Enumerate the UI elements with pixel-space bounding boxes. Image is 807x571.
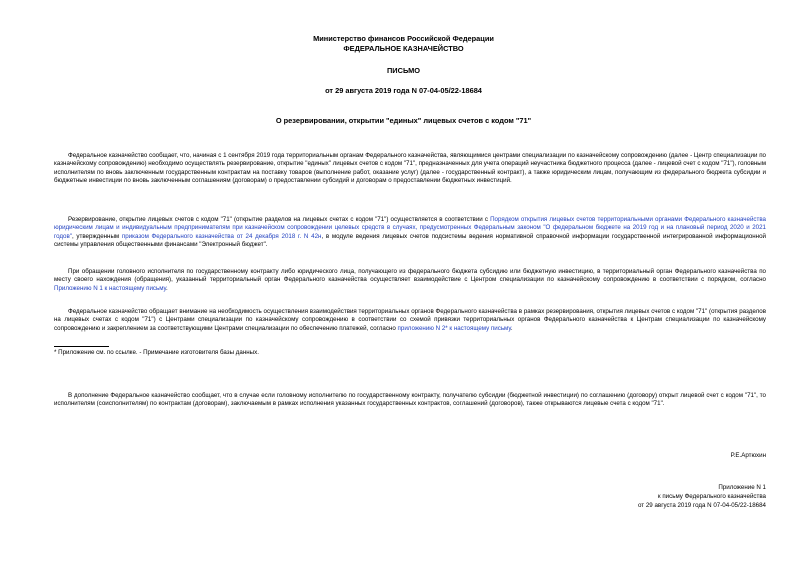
paragraph-5: В дополнение Федеральное казначейство сообщает, что в случае если головному исполнителю по государственному контракту, получателю субсидии (бюджетной инвестиции) по соглашению (договору) открыт лицевой счет с кодом "71", то исполнителям (соисполнителям) по контрактам (договорам), заключаемым в рамках исполнения указанных государственных контрактов, соглашений (договоров), также открываются лицевые счета с кодом "71". [54, 392, 766, 408]
paragraph-4-text-b: . [510, 324, 513, 332]
paragraph-4-text-a: Федеральное казначейство обращает внимание на необходимость осуществления взаимодействия территориальных органов Федерального казначейства в рамках резервирования, открытия лицевых счетов с кодом "71" (открытия разделов на лицевых счетах с кодом "71") с Центрами специализации по казначейскому сопровождению в соответствии со схемой привязки территориальных органов Федерального казначейства к Центрам специализации по казначейскому сопровождению и закреплением за соответствующими Центрами специализации по обеспечению платежей, согласно [54, 308, 766, 332]
appendix-2-link[interactable]: приложению N 2* к настоящему письму [397, 324, 511, 332]
paragraph-4 [54, 308, 766, 333]
paragraph-2-text-c: , в модуле ведения лицевых счетов подсистемы ведения нормативной справочной информации государственной интегрированной информационной системы управления общественными финансами "Электронный бюджет". [54, 232, 766, 248]
paragraph-2-text-a: Резервирование, открытие лицевых счетов с кодом "71" (открытие разделов на лицевых счетах с кодом "71") осуществляется в соответствии с [68, 216, 491, 223]
appendix-line-1: Приложение N 1 [718, 484, 766, 491]
paragraph-3-text-b: . [166, 284, 168, 292]
signature: Р.Е.Артюхин [730, 452, 766, 459]
footnote-divider [54, 346, 109, 347]
appendix-line-2: к письму Федерального казначейства [657, 493, 766, 500]
doc-subject: О резервировании, открытии "единых" лицевых счетов с кодом "71" [275, 116, 532, 125]
order-link[interactable]: приказом Федерального казначейства от 24 декабря 2018 г. N 42н [121, 232, 322, 240]
doc-date-number: от 29 августа 2019 года N 07-04-05/22-18684 [325, 86, 482, 95]
procedure-link[interactable]: Порядком открытия лицевых счетов территориальными органами Федерального казначейства юридическим лицам и индивидуальным предпринимателям при казначейском сопровождении целевых средств в случаях, предусмотренных Федеральным законом "О федеральном бюджете на 2019 год и на плановый период 2020 и 2021 годов" [54, 216, 767, 240]
paragraph-2 [54, 216, 766, 249]
paragraph-2-text-b: , утвержденным [71, 232, 122, 240]
footnote: * Приложение см. по ссылке. - Примечание изготовителя базы данных. [54, 349, 259, 356]
ministry-title: Министерство финансов Российской Федерации [313, 34, 494, 43]
agency-title: ФЕДЕРАЛЬНОЕ КАЗНАЧЕЙСТВО [343, 44, 464, 53]
paragraph-3 [54, 268, 766, 293]
paragraph-1: Федеральное казначейство сообщает, что, начиная с 1 сентября 2019 года территориальным органам Федерального казначейства, являющимися центрами специализации по казначейскому сопровождению (далее - Центр специализации по казначейскому сопровождению) необходимо осуществлять резервирование, открытие "единых" лицевых счетов с кодом "71", предназначенных для учета операций неучастника бюджетного процесса (далее - лицевой счет с кодом "71"), головным исполнителям по вновь заключенным государственным контрактам на поставку товаров (выполнение работ, оказание услуг) (далее - государственный контракт), а также юридическим лицам, получающим из федерального бюджета субсидии и бюджетные инвестиции по вновь заключенным соглашениям (договорам) о предоставлении субсидий и договорам о предоставлении бюджетных инвестиций. [54, 152, 766, 184]
paragraph-3-text-a: При обращении головного исполнителя по государственному контракту либо юридического лица, получающего из федерального бюджета субсидию или бюджетную инвестицию, в территориальный орган Федерального казначейства по месту своего нахождения (обращения), указанный территориальный орган Федерального казначейства осуществляет взаимодействие с Центром специализации по казначейскому сопровождению в соответствии с порядком, согласно [54, 268, 766, 284]
appendix-line-3: от 29 августа 2019 года N 07-04-05/22-18684 [638, 502, 766, 509]
appendix-1-link[interactable]: Приложению N 1 к настоящему письму [54, 284, 167, 292]
doc-type: ПИСЬМО [387, 66, 420, 75]
